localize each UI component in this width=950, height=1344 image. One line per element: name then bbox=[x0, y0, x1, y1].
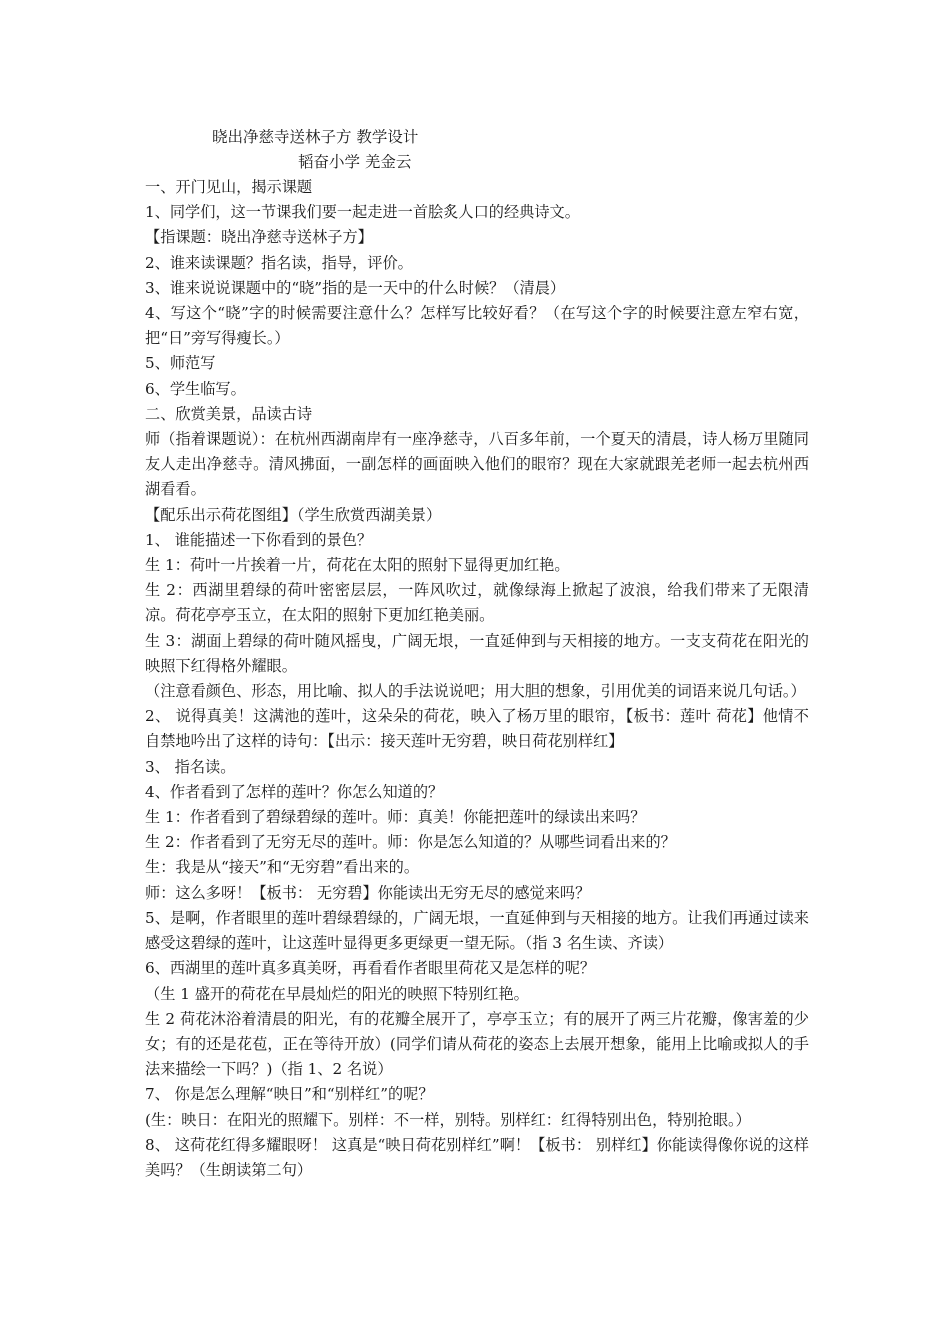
paragraph: 生 1：荷叶一片挨着一片，荷花在太阳的照射下显得更加红艳。 bbox=[145, 556, 570, 575]
paragraph: 师：这么多呀！【板书： 无穷碧】你能读出无穷无尽的感觉来吗？ bbox=[145, 883, 591, 902]
paragraph: 生 3：湖面上碧绿的荷叶随风摇曳，广阔无垠，一直延伸到与天相接的地方。一支支荷花在阳光的映照下红得格外耀眼。 bbox=[145, 631, 809, 675]
document-title: 晓出净慈寺送林子方 教学设计 bbox=[212, 128, 419, 146]
paragraph: 5、是啊，作者眼里的莲叶碧绿碧绿的，广阔无垠，一直延伸到与天相接的地方。让我们再通过读来感受这碧绿的莲叶，让这莲叶显得更多更绿更一望无际。（指 3 名生读、齐读） bbox=[145, 908, 809, 953]
paragraph: 2、 说得真美！这满池的莲叶，这朵朵的荷花，映入了杨万里的眼帘，【板书：莲叶 荷花】他情不自禁地吟出了这样的诗句：【出示：接天莲叶无穷碧，映日荷花别样红】 bbox=[145, 707, 809, 751]
paragraph: 生 2 荷花沐浴着清晨的阳光，有的花瓣全展开了，亭亭玉立；有的展开了两三片花瓣，像害羞的少女；有的还是花苞，正在等待开放）(同学们请从荷花的姿态上去展开想象，能用上比喻或拟人的手法来描绘一下吗？)（指 1、2 名说） bbox=[145, 1009, 809, 1079]
paragraph: 7、 你是怎么理解“映日”和“别样红”的呢？ bbox=[145, 1085, 434, 1104]
paragraph: 【指课题：晓出净慈寺送林子方】 bbox=[145, 228, 373, 247]
paragraph: 3、 指名读。 bbox=[145, 757, 236, 776]
paragraph: （注意看颜色、形态，用比喻、拟人的手法说说吧；用大胆的想象，引用优美的词语来说几句话。） bbox=[145, 682, 806, 701]
section-heading: 二、欣赏美景，品读古诗 bbox=[145, 404, 313, 423]
section-heading: 一、开门见山，揭示课题 bbox=[145, 178, 313, 196]
document-author: 韬奋小学 羌金云 bbox=[298, 153, 412, 171]
paragraph: (生：映日：在阳光的照耀下。别样：不一样，别特。别样红：红得特别出色，特别抢眼。） bbox=[145, 1110, 751, 1129]
paragraph: 1、 谁能描述一下你看到的景色？ bbox=[145, 530, 373, 549]
paragraph: 生 1：作者看到了碧绿碧绿的莲叶。师：真美！你能把莲叶的绿读出来吗？ bbox=[145, 808, 646, 827]
paragraph: 2、谁来读课题？指名读，指导，评价。 bbox=[145, 253, 413, 272]
paragraph: 生：我是从“接天”和“无穷碧”看出来的。 bbox=[145, 858, 420, 877]
paragraph: 4、写这个“晓”字的时候需要注意什么？怎样写比较好看？（在写这个字的时候要注意左窄右宽，把“日”旁写得瘦长。） bbox=[145, 304, 809, 348]
paragraph: 4、作者看到了怎样的莲叶？你怎么知道的？ bbox=[145, 782, 444, 801]
document-body bbox=[145, 175, 809, 1183]
paragraph: 生 2：西湖里碧绿的荷叶密密层层，一阵风吹过，就像绿海上掀起了波浪，给我们带来了无限清凉。荷花亭亭玉立，在太阳的照射下更加红艳美丽。 bbox=[145, 581, 809, 625]
paragraph: 1、同学们，这一节课我们要一起走进一首脍炙人口的经典诗文。 bbox=[145, 203, 580, 222]
paragraph: 3、谁来说说课题中的“晓”指的是一天中的什么时候？（清晨） bbox=[145, 278, 566, 297]
paragraph: （生 1 盛开的荷花在早晨灿烂的阳光的映照下特别红艳。 bbox=[145, 984, 529, 1003]
paragraph: 5、师范写 bbox=[145, 354, 216, 373]
paragraph: 8、 这荷花红得多耀眼呀！ 这真是“映日荷花别样红”啊！【板书： 别样红】你能读得像你说的这样美吗？（生朗读第二句） bbox=[145, 1135, 809, 1179]
paragraph: 【配乐出示荷花图组】（学生欣赏西湖美景） bbox=[145, 505, 442, 524]
paragraph: 6、学生临写。 bbox=[145, 379, 246, 398]
paragraph: 师（指着课题说）：在杭州西湖南岸有一座净慈寺，八百多年前，一个夏天的清晨，诗人杨万里随同友人走出净慈寺。清风拂面，一副怎样的画面映入他们的眼帘？现在大家就跟羌老师一起去杭州西湖看看。 bbox=[145, 430, 809, 499]
paragraph: 生 2：作者看到了无穷无尽的莲叶。师：你是怎么知道的？从哪些词看出来的？ bbox=[145, 833, 676, 852]
paragraph: 6、西湖里的莲叶真多真美呀，再看看作者眼里荷花又是怎样的呢？ bbox=[145, 959, 596, 978]
